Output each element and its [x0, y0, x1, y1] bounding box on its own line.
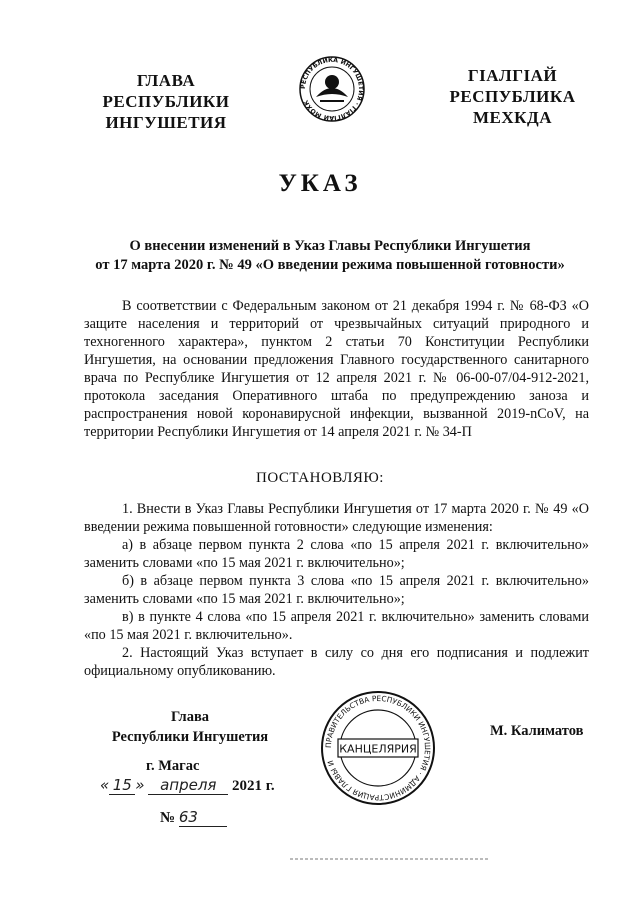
- decree-number: [160, 808, 227, 827]
- subject-line-1: О внесении изменений в Указ Главы Республики Ингушетия: [129, 238, 531, 254]
- header-left: [86, 70, 246, 133]
- signature-position: [100, 707, 280, 747]
- scan-artifact-line: [290, 858, 490, 860]
- decree-item: 1. Внести в Указ Главы Республики Ингушетия от 17 марта 2020 г. № 49 «О введении режима повышенной готовности» следующие изменения:: [84, 501, 589, 535]
- document-title: УКАЗ: [278, 170, 362, 197]
- subject-line-2: от 17 марта 2020 г. № 49 «О введении режима повышенной готовности»: [95, 257, 565, 273]
- decree-item: 2. Настоящий Указ вступает в силу со дня его подписания и подлежит официальному опубликованию.: [84, 645, 589, 679]
- decree-item: в) в пункте 4 слова «по 15 апреля 2021 г. включительно» заменить словами «по 15 мая 2021 г. включительно».: [84, 609, 589, 643]
- date-year: 2021 г.: [232, 778, 275, 794]
- stamp-center-text: КАНЦЕЛЯРИЯ: [339, 742, 417, 756]
- decree-item: б) в абзаце первом пункта 3 слова «по 15 апреля 2021 г. включительно» заменить словами «по 15 мая 2021 г. включительно»;: [84, 573, 589, 607]
- date-open-quote: «: [100, 776, 110, 794]
- header-left-line-2: РЕСПУБЛИКИ: [102, 92, 230, 111]
- decree-items: [84, 500, 589, 680]
- document-subject: [40, 237, 620, 275]
- preamble-paragraph: В соответствии с Федеральным законом от 21 декабря 1994 г. № 68-ФЗ «О защите населения и территорий от чрезвычайных ситуаций природного и техногенного характера», пунктом 2 статьи 70 Конституции Республики Ингушетия, на основании предложения Главного государственного санитарного врача по Республике Ингушетия от 12 апреля 2021 г. № 06-00-07/04-912-2021, протокола заседания Оперативного штаба по предупреждению заноза и распространения новой коронавирусной инфекции, вызванной 2019-nCoV, на территории Республики Ингушетия от 14 апреля 2021 г. № 34-П: [84, 298, 589, 440]
- stamp-outer-text: ПРАВИТЕЛЬСТВА РЕСПУБЛИКИ ИНГУШЕТИЯ · АДМИНИСТРАЦИЯ ГЛАВЫ И: [323, 693, 433, 803]
- header-left-line-1: ГЛАВА: [136, 71, 196, 90]
- header-left-line-3: ИНГУШЕТИЯ: [105, 113, 227, 132]
- emblem-icon: [298, 55, 366, 123]
- date-close-quote: »: [135, 776, 145, 794]
- signing-date: [100, 776, 275, 795]
- signature-position-line-1: Глава: [170, 709, 210, 725]
- header-right-line-3: МЕХКДА: [473, 108, 552, 127]
- number-label: №: [160, 810, 176, 826]
- date-month: апреля: [148, 776, 228, 795]
- emblem-text: РЕСПУБЛИКА ИНГУШЕТИЯ · ГIАЛГIАЙ МОХК: [299, 56, 365, 122]
- decree-item: а) в абзаце первом пункта 2 слова «по 15 апреля 2021 г. включительно» заменить словами «по 15 мая 2021 г. включительно»;: [84, 537, 589, 571]
- signing-place: г. Магас: [146, 758, 200, 774]
- header-right-line-1: ГIАЛГIАЙ: [467, 66, 558, 85]
- header-right: [425, 65, 600, 128]
- header-right-line-2: РЕСПУБЛИКА: [449, 87, 576, 106]
- number-value: 63: [179, 808, 227, 827]
- signatory-name: М. Калиматов: [490, 723, 584, 739]
- office-stamp-icon: [320, 690, 436, 806]
- date-day: 15: [109, 776, 135, 795]
- signature-position-line-2: Республики Ингушетия: [111, 729, 269, 745]
- resolve-heading: ПОСТАНОВЛЯЮ:: [256, 470, 384, 486]
